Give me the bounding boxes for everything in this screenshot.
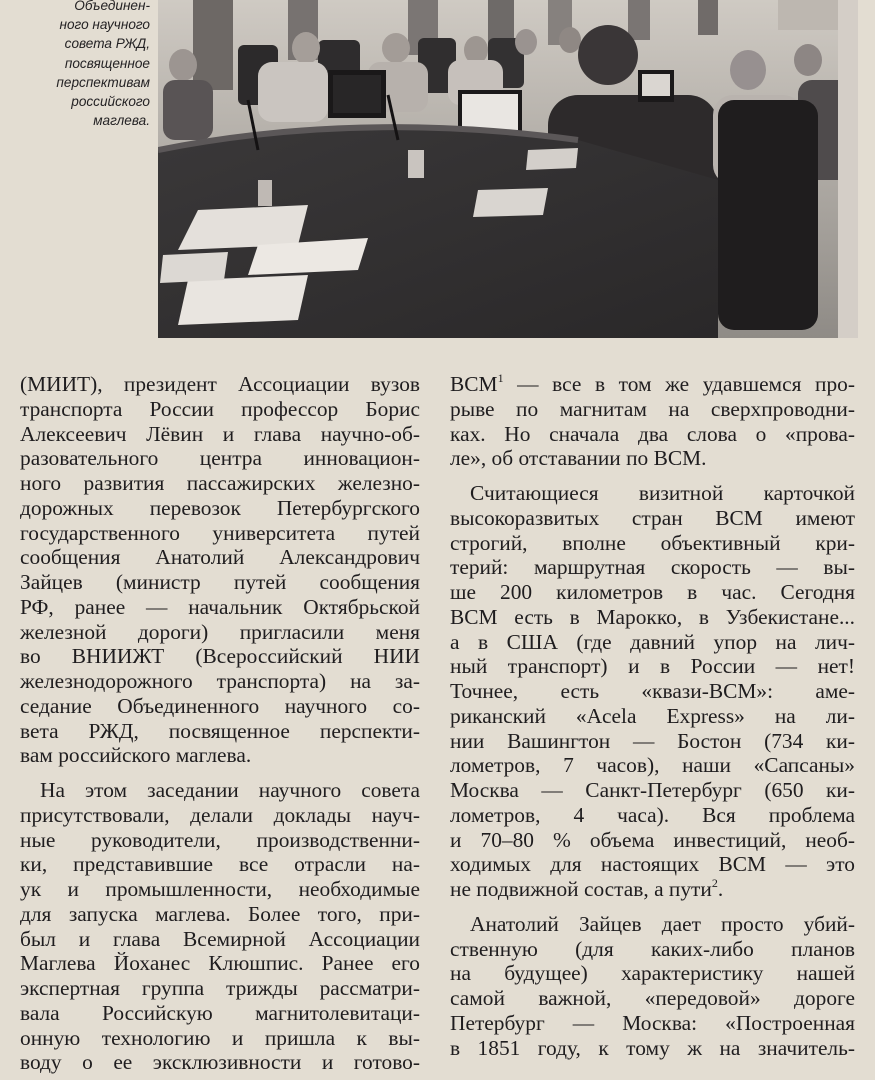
text-line: был и глава Всемирной Ассоциации: [20, 926, 420, 951]
text-line: а в США (где давний упор на лич-: [450, 629, 855, 654]
text-line: воду о ее эксклюзивности и готово-: [20, 1050, 420, 1075]
text-line: ук и промышленности, необходимые: [20, 877, 420, 901]
left-column: [20, 372, 420, 1075]
text-line: нии Вашингтон — Бостон (734 ки-: [450, 728, 855, 753]
caption-line: посвященное: [64, 55, 150, 71]
caption-line: перспективам: [56, 74, 150, 90]
caption-line: российского: [71, 94, 150, 110]
text-line: вала Российскую магнитолевитаци-: [20, 1000, 420, 1025]
text-fragment: ВСМ: [450, 372, 498, 396]
right-paragraph-3: [450, 912, 855, 1061]
left-paragraph-1: [20, 372, 420, 768]
text-line: ственную (для каких-либо планов: [450, 936, 855, 961]
text-line: ле», об отставании по ВСМ.: [450, 446, 707, 471]
caption-line: маглева.: [93, 113, 150, 129]
left-paragraph-2: [20, 778, 420, 1075]
text-fragment: .: [717, 877, 724, 901]
faint-bleed-text: [820, 345, 875, 359]
text-line: Петербург — Москва: «Построенная: [450, 1010, 855, 1035]
text-line: ходимых для настоящих ВСМ — это: [450, 852, 855, 877]
text-line: в 1851 году, к тому ж на значитель-: [450, 1035, 855, 1060]
text-line: седание Объединенного научного со-: [20, 693, 420, 718]
text-line: ше 200 километров в час. Сегодня: [450, 580, 855, 604]
text-line: строгий, вполне объективный кри-: [450, 530, 855, 555]
text-line: железной дороги) пригласили меня: [20, 619, 420, 644]
caption-line: совета РЖД,: [64, 36, 150, 52]
text-line: транспорта России профессор Борис: [20, 396, 420, 421]
text-line: ный транспорт) и в России — нет!: [450, 654, 855, 679]
text-line: высокоразвитых стран ВСМ имеют: [450, 505, 855, 530]
text-line: ВСМ есть в Марокко, в Узбекистане...: [450, 604, 855, 629]
text-line: Зайцев (министр путей сообщения: [20, 570, 420, 594]
text-line: рыве по магнитам на сверхпроводни-: [450, 396, 855, 421]
text-line: ках. Но сначала два слова о «прова-: [450, 421, 855, 446]
footnote-ref: 1: [497, 371, 504, 385]
text-line: Маглева Йоханес Клюшпис. Ранее его: [20, 951, 420, 976]
right-paragraph-1: [450, 372, 855, 471]
text-line: Москва — Санкт-Петербург (650 ки-: [450, 778, 855, 802]
text-line: для запуска маглева. Более того, при-: [20, 901, 420, 926]
text-line: разовательного центра инновацион-: [20, 446, 420, 471]
text-line: на будущее) характеристику нашей: [450, 961, 855, 986]
right-paragraph-2: [450, 481, 855, 902]
text-line: лометров, 4 часа). Вся проблема: [450, 802, 855, 827]
text-line: (МИИТ), президент Ассоциации вузов: [20, 372, 420, 396]
text-line: Анатолий Зайцев дает просто убий-: [470, 911, 855, 936]
conference-photo: [158, 0, 858, 338]
conference-photo-icon: [158, 0, 858, 338]
text-line: Алексеевич Лёвин и глава научно-об-: [20, 421, 420, 446]
right-column: [450, 372, 855, 1060]
caption-line: ного научного: [59, 17, 150, 33]
text-line: сообщения Анатолий Александрович: [20, 545, 420, 570]
text-line: вета РЖД, посвященное перспекти-: [20, 718, 420, 743]
text-line: самой важной, «передовой» дороге: [450, 986, 855, 1010]
text-line: РФ, ранее — начальник Октябрьской: [20, 594, 420, 619]
photo-caption: [14, 0, 150, 130]
text-line: риканский «Acela Express» на ли-: [450, 703, 855, 728]
text-fragment: — все в том же удавшемся про-: [503, 372, 855, 396]
text-line: ки, представившие все отрасли на-: [20, 852, 420, 877]
text-line: Считающиеся визитной карточкой: [470, 481, 855, 505]
text-line: [450, 372, 855, 397]
text-line: На этом заседании научного совета: [40, 778, 420, 802]
text-line: онную технологию и пришла к вы-: [20, 1025, 420, 1050]
caption-line: Объединен-: [74, 0, 150, 13]
text-line: ные руководители, производственни-: [20, 827, 420, 852]
text-line: терий: маршрутная скорость — вы-: [450, 555, 855, 580]
text-line: [450, 877, 855, 902]
text-line: экспертная группа трижды рассматри-: [20, 976, 420, 1000]
text-line: присутствовали, делали доклады науч-: [20, 802, 420, 827]
text-line: дорожных перевозок Петербургского: [20, 495, 420, 520]
text-line: и 70–80 % объема инвестиций, необ-: [450, 827, 855, 852]
text-line: железнодорожного транспорта) на за-: [20, 669, 420, 693]
text-line: ного развития пассажирских железно-: [20, 471, 420, 495]
text-line: Точнее, есть «квази-ВСМ»: аме-: [450, 679, 855, 703]
footnote-ref: 2: [711, 876, 718, 890]
text-line: вам российского маглева.: [20, 743, 252, 768]
text-fragment: не подвижной состав, а пути: [450, 877, 712, 901]
text-line: лометров, 7 часов), наши «Сапсаны»: [450, 753, 855, 778]
text-line: во ВНИИЖТ (Всероссийский НИИ: [20, 644, 420, 669]
text-line: государственного университета путей: [20, 520, 420, 545]
